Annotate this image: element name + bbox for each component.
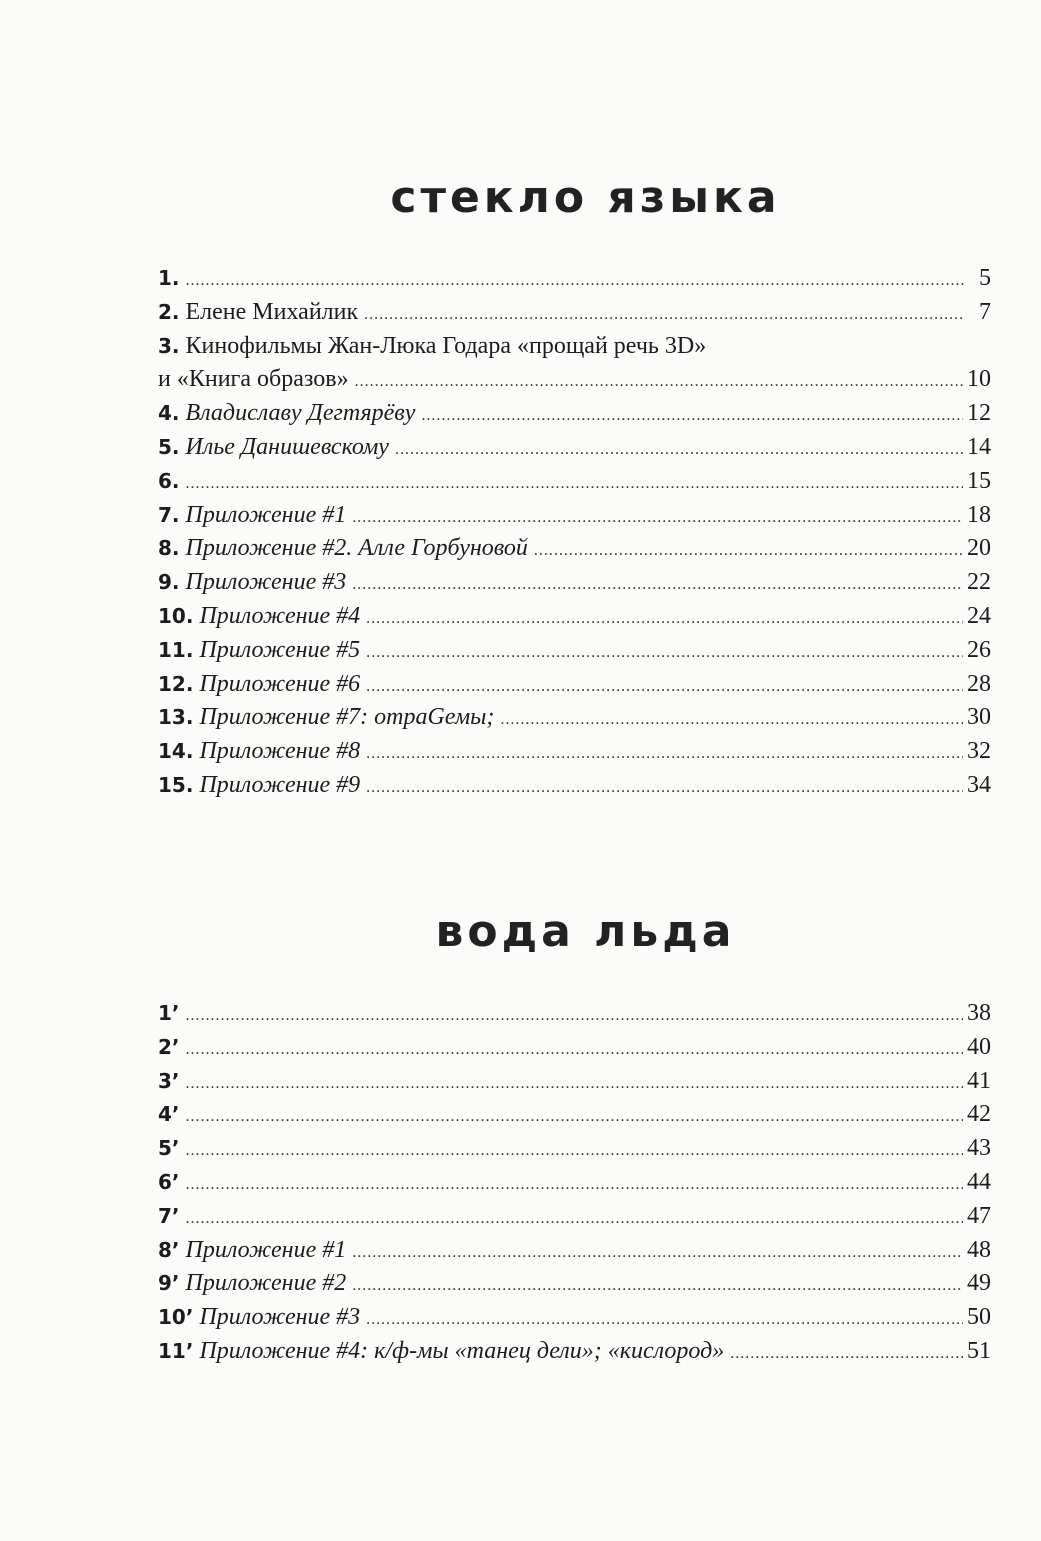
toc-entry-title: Владиславу Дегтярёву: [185, 400, 416, 427]
toc-entry-title: Приложение #4: [199, 602, 361, 629]
toc-entry[interactable]: [158, 465, 991, 499]
toc-entry[interactable]: [158, 296, 991, 330]
toc-page-number: 47: [967, 1202, 991, 1229]
toc-entry-number: 6’: [158, 1169, 180, 1194]
dot-leader: [186, 1168, 963, 1202]
toc-entry-title: Приложение #9: [199, 771, 361, 798]
dot-leader: [352, 501, 963, 535]
toc-page-number: 34: [967, 771, 991, 798]
toc-page-number: 12: [967, 400, 991, 427]
toc-entry-number: 2’: [158, 1034, 180, 1059]
dot-leader: [366, 602, 963, 636]
toc-entry-title: Илье Данишевскому: [185, 433, 389, 460]
toc-page-number: 49: [967, 1270, 991, 1297]
section-title-glass: стекло языка: [390, 172, 781, 223]
toc-entry-number: 2.: [158, 299, 180, 324]
dot-leader: [186, 1033, 963, 1067]
toc-entry-number: 5’: [158, 1136, 180, 1161]
toc-entry-number: 9.: [158, 570, 180, 595]
dot-leader: [366, 670, 963, 704]
toc-entry[interactable]: [158, 1200, 991, 1234]
toc-page-number: 20: [967, 535, 991, 562]
dot-leader: [186, 1067, 963, 1101]
toc-entry-number: 7.: [158, 502, 180, 527]
toc-entry-title: Приложение #1: [185, 501, 347, 528]
dot-leader: [364, 298, 965, 332]
toc-page-number: 48: [967, 1236, 991, 1263]
toc-list-section2: [158, 997, 991, 1369]
toc-page-number: 41: [967, 1067, 991, 1094]
toc-entry[interactable]: [158, 1065, 991, 1099]
toc-page-number: 51: [967, 1337, 991, 1364]
dot-leader: [352, 568, 963, 602]
toc-entry-number: 11’: [158, 1338, 194, 1363]
toc-entry-number: 5.: [158, 434, 180, 459]
toc-entry[interactable]: [158, 431, 991, 465]
toc-page-number: 50: [967, 1304, 991, 1331]
toc-entry-number: 12.: [158, 671, 194, 696]
dot-leader: [186, 1100, 963, 1134]
toc-page-number: 38: [967, 1000, 991, 1026]
toc-entry-title: Приложение #7: отраGемы;: [199, 704, 495, 731]
toc-entry-number: 3.: [158, 333, 180, 358]
dot-leader: [366, 737, 963, 771]
toc-page-number: 18: [967, 501, 991, 528]
toc-entry[interactable]: [158, 735, 991, 769]
toc-entry-number: 8.: [158, 536, 180, 561]
toc-entry-number: 1’: [158, 1001, 180, 1025]
dot-leader: [352, 1236, 963, 1270]
toc-entry-number: 7’: [158, 1203, 180, 1228]
toc-entry-title: Приложение #3: [199, 1304, 361, 1331]
toc-entry[interactable]: [158, 668, 991, 702]
toc-entry[interactable]: [158, 1335, 991, 1369]
dot-leader: [186, 467, 963, 501]
section-title-water: вода льда: [435, 906, 736, 957]
toc-entry-title: Приложение #3: [185, 569, 347, 596]
dot-leader: [355, 365, 963, 399]
toc-page-number: 7: [979, 298, 991, 325]
toc-entry[interactable]: [158, 634, 991, 668]
toc-page-number: 26: [967, 636, 991, 663]
toc-page-number: 43: [967, 1135, 991, 1162]
toc-entry-title-continued: и «Книга образов»: [158, 366, 349, 393]
toc-entry-number: 11.: [158, 637, 194, 662]
dot-leader: [500, 703, 963, 737]
toc-entry-number: 6.: [158, 468, 180, 493]
toc-entry-number: 1.: [158, 266, 180, 290]
toc-entry[interactable]: [158, 566, 991, 600]
toc-entry-title: Елене Михайлик: [185, 298, 359, 325]
dot-leader: [186, 999, 963, 1033]
dot-leader: [366, 1303, 963, 1337]
toc-entry[interactable]: [158, 1098, 991, 1132]
toc-entry-line[interactable]: [158, 330, 991, 364]
toc-entry[interactable]: [158, 701, 991, 735]
toc-entry[interactable]: [158, 262, 991, 296]
dot-leader: [352, 1269, 963, 1303]
toc-entry[interactable]: [158, 1166, 991, 1200]
toc-page-number: 30: [967, 704, 991, 731]
toc-page-number: 24: [967, 602, 991, 629]
dot-leader: [421, 399, 963, 433]
dot-leader: [395, 433, 963, 467]
toc-entry-title: Приложение #8: [199, 738, 361, 765]
toc-page-number: 5: [979, 265, 991, 291]
dot-leader: [730, 1337, 963, 1371]
toc-list-section1: [158, 262, 991, 803]
toc-entry-title: Приложение #2. Алле Горбуновой: [185, 535, 528, 562]
toc-entry[interactable]: [158, 997, 991, 1031]
toc-entry[interactable]: [158, 1234, 991, 1268]
toc-entry[interactable]: [158, 1301, 991, 1335]
toc-entry-number: 13.: [158, 705, 194, 730]
toc-entry-title: Кинофильмы Жан-Люка Годара «прощай речь 3D»: [185, 332, 707, 359]
toc-entry[interactable]: [158, 532, 991, 566]
toc-page-number: 10: [967, 366, 991, 393]
dot-leader: [186, 1134, 963, 1168]
toc-entry-number: 4.: [158, 401, 180, 426]
toc-entry-number: 9’: [158, 1271, 180, 1296]
toc-entry-title: Приложение #6: [199, 670, 361, 697]
toc-entry[interactable]: [158, 1267, 991, 1301]
toc-page-number: 28: [967, 670, 991, 697]
toc-entry-number: 4’: [158, 1102, 180, 1127]
dot-leader: [366, 771, 963, 805]
toc-page-number: 42: [967, 1101, 991, 1128]
toc-entry-number: 10.: [158, 603, 194, 628]
toc-entry-title: Приложение #4: к/ф-мы «танец дели»; «кислород»: [199, 1337, 725, 1364]
toc-entry-number: 3’: [158, 1068, 180, 1093]
dot-leader: [534, 534, 963, 568]
toc-entry-number: 14.: [158, 739, 194, 764]
toc-entry[interactable]: [158, 397, 991, 431]
toc-entry[interactable]: [158, 600, 991, 634]
toc-entry-number: 8’: [158, 1237, 180, 1262]
toc-page-number: 40: [967, 1033, 991, 1060]
toc-entry-title: Приложение #1: [185, 1236, 347, 1263]
toc-entry[interactable]: [158, 1132, 991, 1166]
dot-leader: [366, 636, 963, 670]
toc-entry[interactable]: [158, 363, 991, 397]
toc-page-number: 15: [967, 467, 991, 494]
toc-entry[interactable]: [158, 1031, 991, 1065]
toc-entry-number: 10’: [158, 1305, 194, 1330]
toc-page-number: 44: [967, 1168, 991, 1195]
toc-entry-title: Приложение #5: [199, 636, 361, 663]
toc-entry-title: Приложение #2: [185, 1270, 347, 1297]
dot-leader: [186, 1202, 963, 1236]
toc-entry[interactable]: [158, 499, 991, 533]
toc-page-number: 32: [967, 738, 991, 765]
toc-page-number: 14: [967, 433, 991, 460]
toc-page-number: 22: [967, 569, 991, 596]
toc-entry[interactable]: [158, 769, 991, 803]
toc-entry-number: 15.: [158, 772, 194, 797]
dot-leader: [186, 264, 965, 298]
